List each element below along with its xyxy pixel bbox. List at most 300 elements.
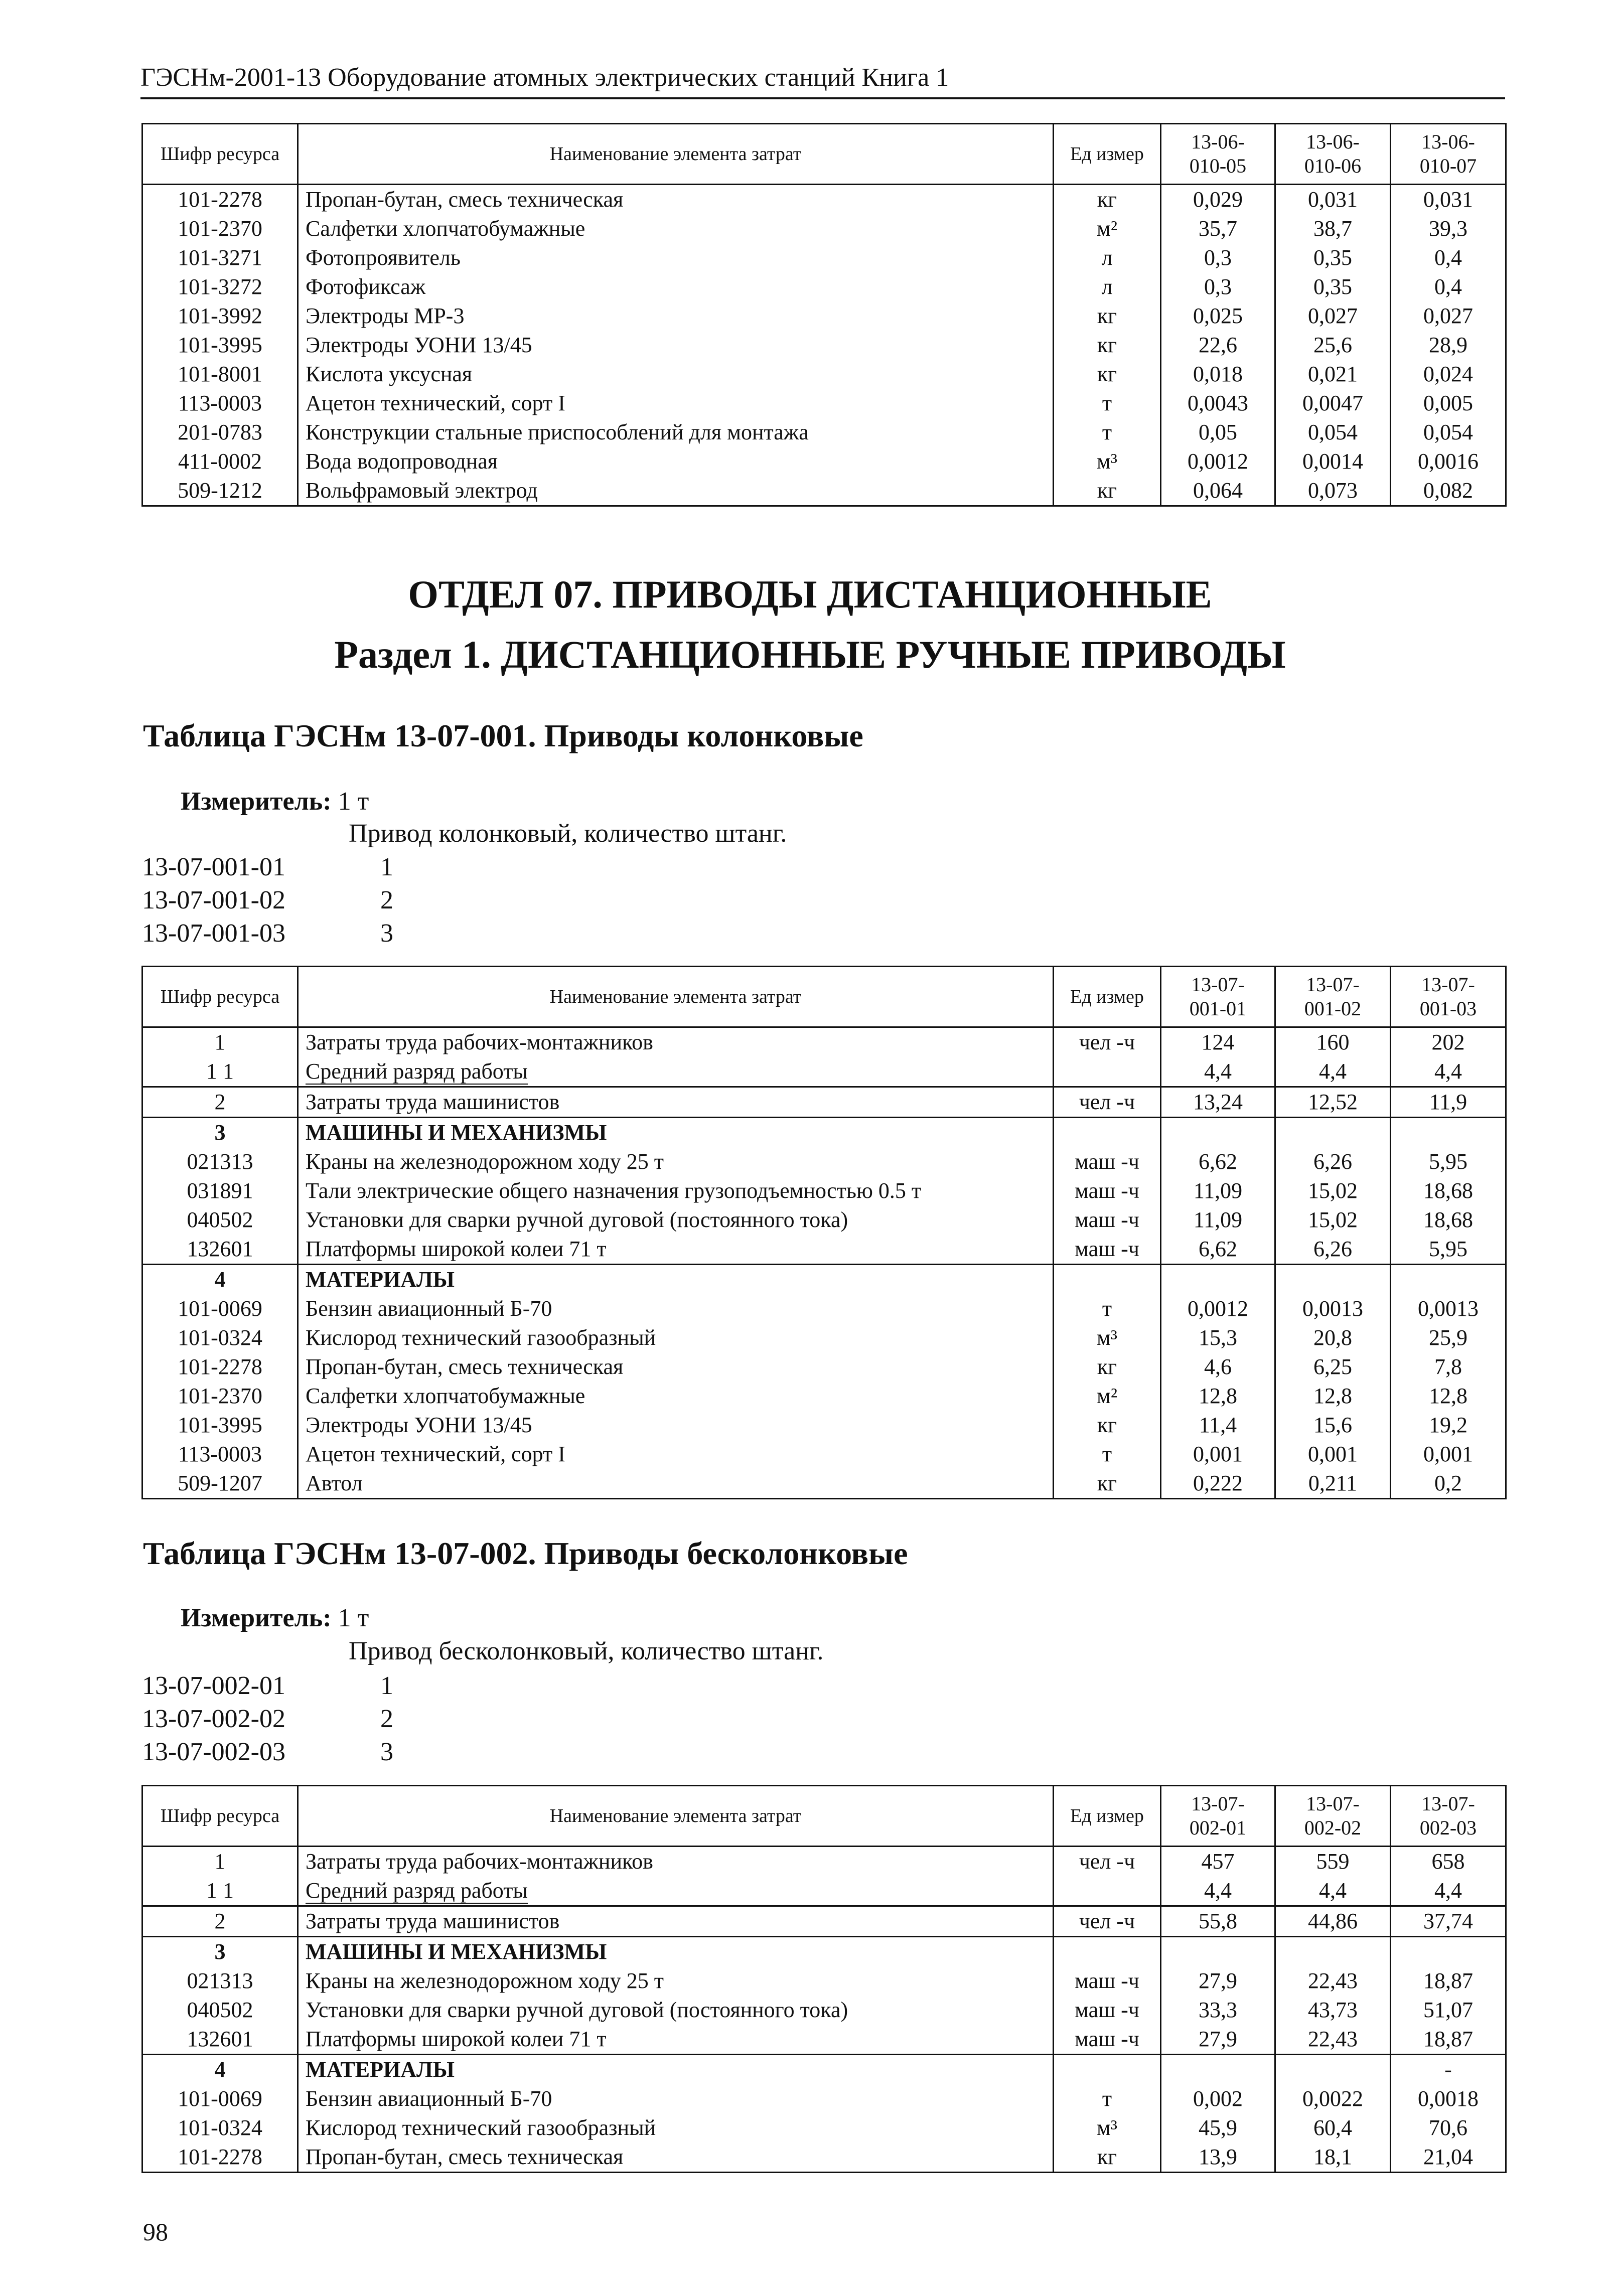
page-header: ГЭСНм-2001-13 Оборудование атомных электрических станций Книга 1 bbox=[140, 60, 1505, 99]
table-row bbox=[142, 1147, 1506, 1176]
cell-value-3: 28,9 bbox=[1391, 331, 1506, 360]
cell-value-3: 0,005 bbox=[1391, 389, 1506, 418]
cell-unit bbox=[1054, 1118, 1161, 1148]
table-row bbox=[142, 1876, 1506, 1906]
cell-code: 509-1212 bbox=[142, 476, 298, 506]
cell-value-1: 0,064 bbox=[1161, 476, 1275, 506]
table-row bbox=[142, 1176, 1506, 1205]
cell-code: 101-3272 bbox=[142, 272, 298, 301]
cell-name: Затраты труда рабочих-монтажников bbox=[298, 1847, 1054, 1877]
cell-code: 101-8001 bbox=[142, 360, 298, 389]
table-row bbox=[142, 1440, 1506, 1469]
cell-value-2: 22,43 bbox=[1275, 2025, 1391, 2055]
cell-code: 4 bbox=[142, 1265, 298, 1295]
cell-value-2 bbox=[1275, 1265, 1391, 1295]
cell-unit bbox=[1054, 1265, 1161, 1295]
cell-value-2: 0,021 bbox=[1275, 360, 1391, 389]
cell-code: 132601 bbox=[142, 1235, 298, 1265]
cell-unit: маш -ч bbox=[1054, 1176, 1161, 1205]
cell-unit: кг bbox=[1054, 360, 1161, 389]
cell-value-1: 6,62 bbox=[1161, 1147, 1275, 1176]
cell-name: Затраты труда рабочих-монтажников bbox=[298, 1027, 1054, 1057]
table-row bbox=[142, 1235, 1506, 1265]
cell-value-2: 4,4 bbox=[1275, 1057, 1391, 1087]
cell-code: 101-0069 bbox=[142, 2084, 298, 2113]
col-header-1: 13-06- 010-05 bbox=[1161, 124, 1275, 185]
cell-value-2 bbox=[1275, 1118, 1391, 1148]
table-row bbox=[142, 1294, 1506, 1323]
cell-value-3: 658 bbox=[1391, 1847, 1506, 1877]
cell-value-1: 457 bbox=[1161, 1847, 1275, 1877]
cell-name: Средний разряд работы bbox=[298, 1057, 1054, 1087]
cell-value-1: 11,09 bbox=[1161, 1176, 1275, 1205]
col-header-unit: Ед измер bbox=[1054, 1786, 1161, 1847]
cell-code: 509-1207 bbox=[142, 1469, 298, 1499]
cell-code: 1 bbox=[142, 1027, 298, 1057]
resource-table-continuation bbox=[141, 123, 1507, 507]
cell-value-3: 0,054 bbox=[1391, 418, 1506, 447]
table-row bbox=[142, 331, 1506, 360]
cell-name: Конструкции стальные приспособлений для монтажа bbox=[298, 418, 1054, 447]
cell-name: МАШИНЫ И МЕХАНИЗМЫ bbox=[298, 1118, 1054, 1148]
cell-value-2: 0,35 bbox=[1275, 272, 1391, 301]
cell-value-1: 11,09 bbox=[1161, 1205, 1275, 1235]
table-row bbox=[142, 1847, 1506, 1877]
cell-value-2: 6,26 bbox=[1275, 1147, 1391, 1176]
cell-value-1: 0,222 bbox=[1161, 1469, 1275, 1499]
cell-unit bbox=[1054, 1876, 1161, 1906]
cell-unit: кг bbox=[1054, 331, 1161, 360]
table-row bbox=[142, 2025, 1506, 2055]
cell-value-3: 0,4 bbox=[1391, 243, 1506, 272]
cell-value-2: 0,001 bbox=[1275, 1440, 1391, 1469]
cell-code: 101-3271 bbox=[142, 243, 298, 272]
cell-unit: маш -ч bbox=[1054, 1966, 1161, 1996]
col-header-3: 13-06- 010-07 bbox=[1391, 124, 1506, 185]
cell-name: Ацетон технический, сорт I bbox=[298, 389, 1054, 418]
cell-value-2: 12,8 bbox=[1275, 1382, 1391, 1411]
cell-value-3 bbox=[1391, 1265, 1506, 1295]
cell-name: Автол bbox=[298, 1469, 1054, 1499]
table-row bbox=[142, 272, 1506, 301]
cell-unit bbox=[1054, 2055, 1161, 2085]
cell-name: Салфетки хлопчатобумажные bbox=[298, 214, 1054, 243]
table-row bbox=[142, 1118, 1506, 1148]
cell-value-1: 27,9 bbox=[1161, 1966, 1275, 1996]
cell-name: Пропан-бутан, смесь техническая bbox=[298, 2142, 1054, 2173]
table-row bbox=[142, 2113, 1506, 2142]
cell-value-2: 0,211 bbox=[1275, 1469, 1391, 1499]
cell-value-3: 18,87 bbox=[1391, 2025, 1506, 2055]
col-header-code: Шифр ресурса bbox=[142, 967, 298, 1027]
cell-value-1: 124 bbox=[1161, 1027, 1275, 1057]
cell-value-3: 21,04 bbox=[1391, 2142, 1506, 2173]
table1-item-list bbox=[142, 851, 393, 950]
cell-value-2: 18,1 bbox=[1275, 2142, 1391, 2173]
cell-name: Краны на железнодорожном ходу 25 т bbox=[298, 1966, 1054, 1996]
cell-value-3: 51,07 bbox=[1391, 1996, 1506, 2025]
cell-name: Салфетки хлопчатобумажные bbox=[298, 1382, 1054, 1411]
col-header-2: 13-06- 010-06 bbox=[1275, 124, 1391, 185]
cell-value-1: 0,0012 bbox=[1161, 1294, 1275, 1323]
cell-unit: м³ bbox=[1054, 447, 1161, 476]
cell-unit: м³ bbox=[1054, 2113, 1161, 2142]
section-title: Раздел 1. ДИСТАНЦИОННЫЕ РУЧНЫЕ ПРИВОДЫ bbox=[334, 633, 1286, 676]
col-header-3: 13-07- 001-03 bbox=[1391, 967, 1506, 1027]
cell-value-3: 37,74 bbox=[1391, 1906, 1506, 1937]
cell-value-1: 0,001 bbox=[1161, 1440, 1275, 1469]
col-header-name: Наименование элемента затрат bbox=[298, 1786, 1054, 1847]
cell-code: 113-0003 bbox=[142, 389, 298, 418]
cell-code: 2 bbox=[142, 1906, 298, 1937]
cell-unit: кг bbox=[1054, 476, 1161, 506]
cell-value-1: 0,025 bbox=[1161, 301, 1275, 331]
cell-value-3 bbox=[1391, 1118, 1506, 1148]
cell-unit: чел -ч bbox=[1054, 1027, 1161, 1057]
cell-value-3: 18,68 bbox=[1391, 1205, 1506, 1235]
table-row bbox=[142, 1205, 1506, 1235]
cell-value-3: 0,0018 bbox=[1391, 2084, 1506, 2113]
cell-unit: м² bbox=[1054, 214, 1161, 243]
cell-value-3: 0,031 bbox=[1391, 185, 1506, 215]
cell-unit: кг bbox=[1054, 1352, 1161, 1382]
cell-value-1: 0,3 bbox=[1161, 272, 1275, 301]
cell-value-2: 6,26 bbox=[1275, 1235, 1391, 1265]
cell-value-3: 18,68 bbox=[1391, 1176, 1506, 1205]
cell-value-2: 12,52 bbox=[1275, 1087, 1391, 1118]
cell-code: 101-0069 bbox=[142, 1294, 298, 1323]
cell-unit: кг bbox=[1054, 2142, 1161, 2173]
cell-value-3: 202 bbox=[1391, 1027, 1506, 1057]
cell-value-3: 0,0016 bbox=[1391, 447, 1506, 476]
cell-value-2: 0,073 bbox=[1275, 476, 1391, 506]
cell-value-2: 38,7 bbox=[1275, 214, 1391, 243]
cell-value-1: 55,8 bbox=[1161, 1906, 1275, 1937]
table1-description: Привод колонковый, количество штанг. bbox=[349, 819, 787, 848]
cell-value-3: 70,6 bbox=[1391, 2113, 1506, 2142]
table-row bbox=[142, 1906, 1506, 1937]
cell-unit: т bbox=[1054, 2084, 1161, 2113]
cell-value-3: 0,027 bbox=[1391, 301, 1506, 331]
cell-unit: чел -ч bbox=[1054, 1847, 1161, 1877]
cell-code: 101-3995 bbox=[142, 331, 298, 360]
cell-code: 101-3992 bbox=[142, 301, 298, 331]
cell-code: 1 bbox=[142, 1847, 298, 1877]
cell-code: 132601 bbox=[142, 2025, 298, 2055]
cell-value-1: 6,62 bbox=[1161, 1235, 1275, 1265]
cell-value-3: 11,9 bbox=[1391, 1087, 1506, 1118]
cell-unit: т bbox=[1054, 389, 1161, 418]
cell-code: 101-3995 bbox=[142, 1411, 298, 1440]
cell-code: 101-2370 bbox=[142, 1382, 298, 1411]
cell-unit: т bbox=[1054, 418, 1161, 447]
col-header-1: 13-07- 002-01 bbox=[1161, 1786, 1275, 1847]
cell-unit: кг bbox=[1054, 1469, 1161, 1499]
cell-value-2: 60,4 bbox=[1275, 2113, 1391, 2142]
cell-value-1: 45,9 bbox=[1161, 2113, 1275, 2142]
cell-value-3: 39,3 bbox=[1391, 214, 1506, 243]
cell-value-1: 0,018 bbox=[1161, 360, 1275, 389]
table-row bbox=[142, 214, 1506, 243]
cell-code: 101-2278 bbox=[142, 1352, 298, 1382]
list-item: 13-07-002-01 1 bbox=[142, 1671, 393, 1700]
cell-code: 021313 bbox=[142, 1966, 298, 1996]
cell-name: Электроды УОНИ 13/45 bbox=[298, 1411, 1054, 1440]
cell-value-3: 0,001 bbox=[1391, 1440, 1506, 1469]
cell-name: Кислота уксусная bbox=[298, 360, 1054, 389]
table-row bbox=[142, 389, 1506, 418]
col-header-name: Наименование элемента затрат bbox=[298, 967, 1054, 1027]
cell-value-1: 33,3 bbox=[1161, 1996, 1275, 2025]
cell-value-2 bbox=[1275, 2055, 1391, 2085]
list-item: 13-07-002-03 3 bbox=[142, 1738, 393, 1766]
cell-code: 101-0324 bbox=[142, 1323, 298, 1352]
cell-name: Платформы широкой колеи 71 т bbox=[298, 1235, 1054, 1265]
cell-name: Пропан-бутан, смесь техническая bbox=[298, 1352, 1054, 1382]
cell-name: Вода водопроводная bbox=[298, 447, 1054, 476]
cell-name: Вольфрамовый электрод bbox=[298, 476, 1054, 506]
cell-value-1: 35,7 bbox=[1161, 214, 1275, 243]
resource-table-13-07-001 bbox=[141, 966, 1507, 1499]
cell-value-1 bbox=[1161, 1265, 1275, 1295]
col-header-unit: Ед измер bbox=[1054, 124, 1161, 185]
cell-value-3: 4,4 bbox=[1391, 1057, 1506, 1087]
cell-value-2: 0,027 bbox=[1275, 301, 1391, 331]
cell-value-2: 0,0047 bbox=[1275, 389, 1391, 418]
cell-name: Краны на железнодорожном ходу 25 т bbox=[298, 1147, 1054, 1176]
cell-unit: чел -ч bbox=[1054, 1906, 1161, 1937]
cell-name: Бензин авиационный Б-70 bbox=[298, 1294, 1054, 1323]
col-header-2: 13-07- 001-02 bbox=[1275, 967, 1391, 1027]
cell-value-2: 0,0014 bbox=[1275, 447, 1391, 476]
cell-code: 4 bbox=[142, 2055, 298, 2085]
cell-code: 021313 bbox=[142, 1147, 298, 1176]
col-header-code: Шифр ресурса bbox=[142, 124, 298, 185]
cell-value-3: 5,95 bbox=[1391, 1147, 1506, 1176]
cell-value-3: 0,0013 bbox=[1391, 1294, 1506, 1323]
table-row bbox=[142, 1027, 1506, 1057]
table2-meter: Измеритель: 1 т bbox=[181, 1604, 369, 1632]
cell-value-3: 18,87 bbox=[1391, 1966, 1506, 1996]
cell-name: Бензин авиационный Б-70 bbox=[298, 2084, 1054, 2113]
cell-value-3: 12,8 bbox=[1391, 1382, 1506, 1411]
page-number: 98 bbox=[143, 2218, 168, 2246]
cell-value-1: 13,24 bbox=[1161, 1087, 1275, 1118]
cell-value-1: 12,8 bbox=[1161, 1382, 1275, 1411]
cell-value-3: 4,4 bbox=[1391, 1876, 1506, 1906]
table-row bbox=[142, 2084, 1506, 2113]
cell-value-2: 25,6 bbox=[1275, 331, 1391, 360]
table1-meter: Измеритель: 1 т bbox=[181, 787, 369, 816]
cell-name: Электроды УОНИ 13/45 bbox=[298, 331, 1054, 360]
cell-value-3: 0,2 bbox=[1391, 1469, 1506, 1499]
cell-value-1 bbox=[1161, 2055, 1275, 2085]
cell-value-3: 0,4 bbox=[1391, 272, 1506, 301]
cell-value-1: 0,05 bbox=[1161, 418, 1275, 447]
table-row bbox=[142, 1382, 1506, 1411]
cell-value-1: 0,0043 bbox=[1161, 389, 1275, 418]
cell-unit: чел -ч bbox=[1054, 1087, 1161, 1118]
cell-name: Фотопроявитель bbox=[298, 243, 1054, 272]
cell-name: Установки для сварки ручной дуговой (постоянного тока) bbox=[298, 1996, 1054, 2025]
cell-value-1: 4,4 bbox=[1161, 1876, 1275, 1906]
col-header-1: 13-07- 001-01 bbox=[1161, 967, 1275, 1027]
cell-code: 040502 bbox=[142, 1205, 298, 1235]
cell-unit: маш -ч bbox=[1054, 1996, 1161, 2025]
table-row bbox=[142, 476, 1506, 506]
cell-value-2: 6,25 bbox=[1275, 1352, 1391, 1382]
list-item: 13-07-002-02 2 bbox=[142, 1705, 393, 1733]
cell-name: Затраты труда машинистов bbox=[298, 1906, 1054, 1937]
cell-value-2: 15,6 bbox=[1275, 1411, 1391, 1440]
cell-unit: л bbox=[1054, 243, 1161, 272]
cell-value-1: 15,3 bbox=[1161, 1323, 1275, 1352]
cell-name: Ацетон технический, сорт I bbox=[298, 1440, 1054, 1469]
cell-name: Электроды МР-3 bbox=[298, 301, 1054, 331]
cell-value-1: 0,0012 bbox=[1161, 447, 1275, 476]
cell-value-1: 22,6 bbox=[1161, 331, 1275, 360]
cell-value-3: 25,9 bbox=[1391, 1323, 1506, 1352]
cell-name: Фотофиксаж bbox=[298, 272, 1054, 301]
cell-unit: маш -ч bbox=[1054, 1235, 1161, 1265]
cell-unit: маш -ч bbox=[1054, 1147, 1161, 1176]
cell-code: 3 bbox=[142, 1937, 298, 1967]
table-row bbox=[142, 447, 1506, 476]
table2-description: Привод бесколонковый, количество штанг. bbox=[349, 1637, 824, 1665]
cell-value-3: 0,024 bbox=[1391, 360, 1506, 389]
table-row bbox=[142, 360, 1506, 389]
cell-value-2: 0,054 bbox=[1275, 418, 1391, 447]
cell-value-1 bbox=[1161, 1118, 1275, 1148]
cell-value-2: 15,02 bbox=[1275, 1205, 1391, 1235]
cell-value-2: 44,86 bbox=[1275, 1906, 1391, 1937]
table-row bbox=[142, 1323, 1506, 1352]
cell-value-1: 13,9 bbox=[1161, 2142, 1275, 2173]
table-row bbox=[142, 1996, 1506, 2025]
cell-name: МАТЕРИАЛЫ bbox=[298, 2055, 1054, 2085]
table-row bbox=[142, 1411, 1506, 1440]
cell-code: 3 bbox=[142, 1118, 298, 1148]
cell-unit bbox=[1054, 1937, 1161, 1967]
table-row bbox=[142, 2055, 1506, 2085]
cell-name: МАТЕРИАЛЫ bbox=[298, 1265, 1054, 1295]
cell-value-1: 0,002 bbox=[1161, 2084, 1275, 2113]
table-row bbox=[142, 1087, 1506, 1118]
cell-value-3: 7,8 bbox=[1391, 1352, 1506, 1382]
cell-name: Затраты труда машинистов bbox=[298, 1087, 1054, 1118]
cell-unit: т bbox=[1054, 1440, 1161, 1469]
cell-unit: т bbox=[1054, 1294, 1161, 1323]
cell-unit: м³ bbox=[1054, 1323, 1161, 1352]
cell-code: 1 1 bbox=[142, 1057, 298, 1087]
cell-code: 101-2278 bbox=[142, 2142, 298, 2173]
cell-value-1: 11,4 bbox=[1161, 1411, 1275, 1440]
table-row bbox=[142, 243, 1506, 272]
cell-code: 101-0324 bbox=[142, 2113, 298, 2142]
table2-title: Таблица ГЭСНм 13-07-002. Приводы бесколонковые bbox=[143, 1536, 908, 1571]
cell-unit bbox=[1054, 1057, 1161, 1087]
table-row bbox=[142, 1469, 1506, 1499]
cell-name: Тали электрические общего назначения грузоподъемностью 0.5 т bbox=[298, 1176, 1054, 1205]
table-row bbox=[142, 1937, 1506, 1967]
table-row bbox=[142, 1352, 1506, 1382]
cell-value-2: 15,02 bbox=[1275, 1176, 1391, 1205]
cell-value-3: - bbox=[1391, 2055, 1506, 2085]
cell-value-1: 4,6 bbox=[1161, 1352, 1275, 1382]
cell-value-1: 0,3 bbox=[1161, 243, 1275, 272]
cell-name: Кислород технический газообразный bbox=[298, 1323, 1054, 1352]
cell-value-1 bbox=[1161, 1937, 1275, 1967]
table-row bbox=[142, 301, 1506, 331]
cell-unit: л bbox=[1054, 272, 1161, 301]
cell-value-2: 43,73 bbox=[1275, 1996, 1391, 2025]
cell-code: 040502 bbox=[142, 1996, 298, 2025]
table-row bbox=[142, 1057, 1506, 1087]
col-header-name: Наименование элемента затрат bbox=[298, 124, 1054, 185]
col-header-code: Шифр ресурса bbox=[142, 1786, 298, 1847]
cell-code: 201-0783 bbox=[142, 418, 298, 447]
cell-name: МАШИНЫ И МЕХАНИЗМЫ bbox=[298, 1937, 1054, 1967]
cell-unit: маш -ч bbox=[1054, 2025, 1161, 2055]
cell-value-2: 0,0022 bbox=[1275, 2084, 1391, 2113]
table-row bbox=[142, 1966, 1506, 1996]
table-row bbox=[142, 1265, 1506, 1295]
cell-value-2: 20,8 bbox=[1275, 1323, 1391, 1352]
cell-unit: кг bbox=[1054, 1411, 1161, 1440]
cell-value-3: 5,95 bbox=[1391, 1235, 1506, 1265]
cell-unit: м² bbox=[1054, 1382, 1161, 1411]
cell-value-3: 19,2 bbox=[1391, 1411, 1506, 1440]
table-row bbox=[142, 2142, 1506, 2173]
cell-value-2: 559 bbox=[1275, 1847, 1391, 1877]
cell-value-2 bbox=[1275, 1937, 1391, 1967]
cell-name: Пропан-бутан, смесь техническая bbox=[298, 185, 1054, 215]
col-header-unit: Ед измер bbox=[1054, 967, 1161, 1027]
cell-code: 1 1 bbox=[142, 1876, 298, 1906]
cell-unit: кг bbox=[1054, 301, 1161, 331]
cell-code: 411-0002 bbox=[142, 447, 298, 476]
cell-value-2: 22,43 bbox=[1275, 1966, 1391, 1996]
table1-title: Таблица ГЭСНм 13-07-001. Приводы колонковые bbox=[143, 718, 863, 753]
cell-code: 101-2370 bbox=[142, 214, 298, 243]
table-row bbox=[142, 418, 1506, 447]
table2-item-list bbox=[142, 1669, 393, 1769]
cell-value-2: 4,4 bbox=[1275, 1876, 1391, 1906]
cell-unit: кг bbox=[1054, 185, 1161, 215]
resource-table-13-07-002 bbox=[141, 1785, 1507, 2173]
cell-unit: маш -ч bbox=[1054, 1205, 1161, 1235]
cell-value-1: 4,4 bbox=[1161, 1057, 1275, 1087]
cell-value-3 bbox=[1391, 1937, 1506, 1967]
table-row bbox=[142, 185, 1506, 215]
cell-value-2: 160 bbox=[1275, 1027, 1391, 1057]
col-header-2: 13-07- 002-02 bbox=[1275, 1786, 1391, 1847]
cell-value-1: 27,9 bbox=[1161, 2025, 1275, 2055]
cell-value-1: 0,029 bbox=[1161, 185, 1275, 215]
cell-value-2: 0,031 bbox=[1275, 185, 1391, 215]
cell-name: Установки для сварки ручной дуговой (постоянного тока) bbox=[298, 1205, 1054, 1235]
cell-code: 101-2278 bbox=[142, 185, 298, 215]
col-header-3: 13-07- 002-03 bbox=[1391, 1786, 1506, 1847]
cell-code: 113-0003 bbox=[142, 1440, 298, 1469]
list-item: 13-07-001-03 3 bbox=[142, 919, 393, 948]
cell-code: 031891 bbox=[142, 1176, 298, 1205]
cell-value-3: 0,082 bbox=[1391, 476, 1506, 506]
cell-name: Платформы широкой колеи 71 т bbox=[298, 2025, 1054, 2055]
cell-name: Средний разряд работы bbox=[298, 1876, 1054, 1906]
department-title: ОТДЕЛ 07. ПРИВОДЫ ДИСТАНЦИОННЫЕ bbox=[408, 572, 1212, 616]
list-item: 13-07-001-02 2 bbox=[142, 886, 393, 914]
